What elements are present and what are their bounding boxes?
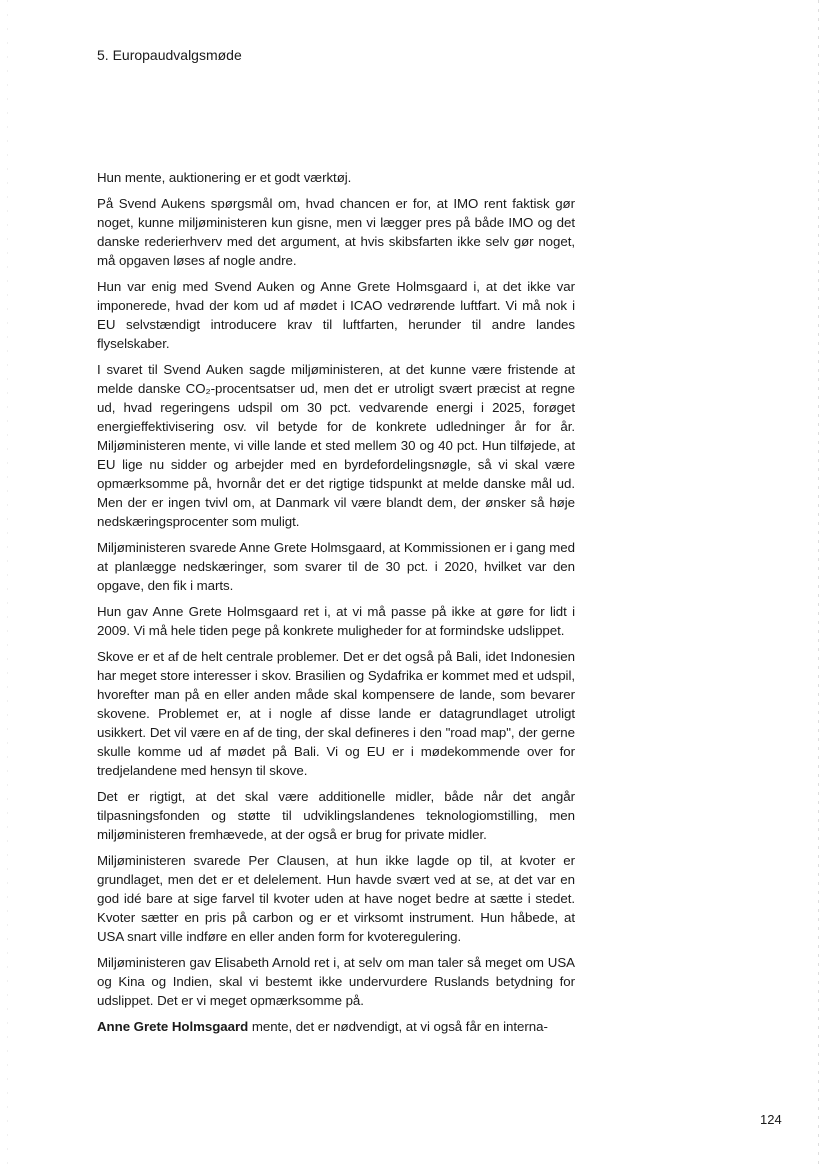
page-header: 5. Europaudvalgsmøde — [97, 47, 242, 63]
paragraph-6: Hun gav Anne Grete Holmsgaard ret i, at vi må passe på ikke at gøre for lidt i 2009. Vi må hele tiden pege på konkrete muligheder for at formindske udslippet. — [97, 604, 575, 638]
scan-edge-right — [818, 0, 819, 1167]
paragraph-3: Hun var enig med Svend Auken og Anne Grete Holmsgaard i, at det ikke var imponerede, hvad der kom ud af mødet i ICAO vedrørende luftfart. Vi må nok i EU selvstændigt introducere krav til luftfarten, herunder til andre landes flyselskaber. — [97, 279, 575, 351]
scan-edge-left — [7, 0, 8, 1167]
paragraph-2: På Svend Aukens spørgsmål om, hvad chancen er for, at IMO rent faktisk gør noget, kunne miljøministeren kun gisne, men vi lægger pres på både IMO og det danske rederierhverv med det argument, at hvis skibsfarten ikke selv gør noget, må opgaven løses af nogle andre. — [97, 196, 575, 268]
speaker-name: Anne Grete Holmsgaard — [97, 1019, 249, 1034]
paragraph-8: Det er rigtigt, at det skal være additionelle midler, både når det angår tilpasningsfonden og støtte til udviklingslandenes teknologiomstilling, men miljøministeren fremhævede, at der også er brug for private midler. — [97, 789, 575, 842]
body-text — [97, 168, 575, 1043]
paragraph-9: Miljøministeren svarede Per Clausen, at hun ikke lagde op til, at kvoter er grundlaget, men det er et delelement. Hun havde svært ved at se, at det var en god idé bare at sige farvel til kvoter uden at have noget bedre at sætte i stedet. Kvoter sætter en pris på carbon og er et virksomt instrument. Hun håbede, at USA snart ville indføre en eller anden form for kvoteregulering. — [97, 853, 575, 944]
paragraph-1: Hun mente, auktionering er et godt værktøj. — [97, 170, 352, 185]
paragraph-7: Skove er et af de helt centrale problemer. Det er det også på Bali, idet Indonesien har meget store interesser i skov. Brasilien og Sydafrika er kommet med et udspil, hvorefter man på en eller anden måde skal kompensere de lande, som bevarer skovene. Problemet er, at i nogle af disse lande er datagrundlaget utroligt usikkert. Det vil være en af de ting, der skal defineres i den "road map", der gerne skulle komme ud af mødet på Bali. Vi og EU er i mødekommende over for tredjelandene med hensyn til skove. — [97, 649, 575, 778]
paragraph-11-text: mente, det er nødvendigt, at vi også får en interna- — [248, 1019, 548, 1034]
paragraph-5: Miljøministeren svarede Anne Grete Holmsgaard, at Kommissionen er i gang med at planlægge nedskæringer, som svarer til de 30 pct. i 2020, hvilket var den opgave, den fik i marts. — [97, 540, 575, 593]
paragraph-11 — [97, 1017, 575, 1036]
page-number: 124 — [760, 1112, 782, 1127]
paragraph-4: I svaret til Svend Auken sagde miljøministeren, at det kunne være fristende at melde danske CO₂-procentsatser ud, men det er utroligt svært præcist at regne ud, hvad regeringens udspil om 30 pct. vedvarende energi i 2025, forøget energieffektivisering osv. vil betyde for de konkrete udledninger år for år. Miljøministeren mente, vi ville lande et sted mellem 30 og 40 pct. Hun tilføjede, at EU lige nu sidder og arbejder med en byrdefordelingsnøgle, så vi skal være opmærksomme på, hvornår det er det rigtige tidspunkt at melde danske mål ud. Men der er ingen tvivl om, at Danmark vil være blandt dem, der ønsker så høje nedskæringsprocenter som muligt. — [97, 362, 575, 529]
paragraph-10: Miljøministeren gav Elisabeth Arnold ret i, at selv om man taler så meget om USA og Kina og Indien, skal vi bestemt ikke undervurdere Ruslands betydning for udslippet. Det er vi meget opmærksomme på. — [97, 955, 575, 1008]
